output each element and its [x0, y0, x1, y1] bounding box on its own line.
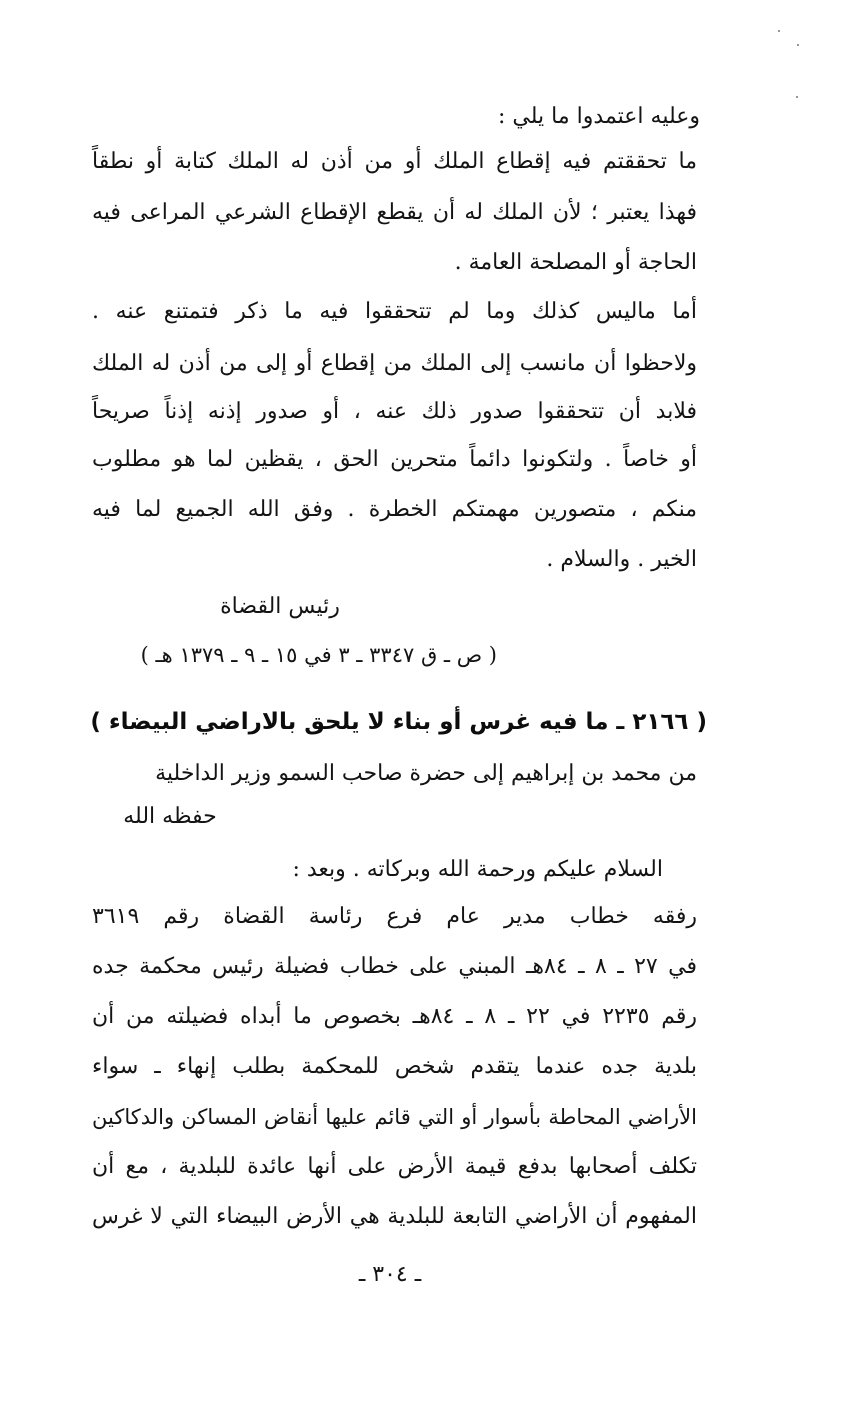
para2-line-1: أما ماليس كذلك وما لم تتحققوا فيه ما ذكر فتمتنع عنه . — [92, 299, 697, 324]
para2-line-3: فلابد أن تتحققوا صدور ذلك عنه ، أو صدور إذنه إذناً صريحاً — [92, 399, 697, 424]
body-line-2: في ٢٧ ـ ٨ ـ ٨٤هـ المبني على خطاب فضيلة رئيس محكمة جده — [92, 954, 697, 979]
para1-line-1: ما تحققتم فيه إقطاع الملك أو من أذن له الملك كتابة أو نطقاً — [92, 149, 697, 174]
scan-speck — [778, 30, 780, 32]
para2-line-6: الخير . والسلام . — [546, 547, 697, 572]
scan-speck — [797, 44, 799, 46]
scan-speck — [796, 96, 798, 98]
body-line-1: رفقه خطاب مدير عام فرع رئاسة القضاة رقم ٣٦١٩ — [92, 904, 697, 929]
para1-line-2: فهذا يعتبر ؛ لأن الملك له أن يقطع الإقطاع الشرعي المراعى فيه — [92, 200, 697, 225]
body-line-6: تكلف أصحابها بدفع قيمة الأرض على أنها عائدة للبلدية ، مع أن — [92, 1154, 697, 1179]
signature: رئيس القضاة — [220, 594, 340, 619]
para1-line-3: الحاجة أو المصلحة العامة . — [454, 250, 697, 275]
intro-line: وعليه اعتمدوا ما يلي : — [498, 104, 700, 129]
letter-blessing: حفظه الله — [123, 804, 217, 829]
section-heading: ( ٢١٦٦ ـ ما فيه غرس أو بناء لا يلحق بالاراضي البيضاء ) — [90, 709, 707, 735]
body-line-3: رقم ٢٢٣٥ في ٢٢ ـ ٨ ـ ٨٤هـ بخصوص ما أبداه فضيلته من أن — [92, 1004, 698, 1029]
greeting: السلام عليكم ورحمة الله وبركاته . وبعد : — [292, 857, 663, 882]
body-line-7: المفهوم أن الأراضي التابعة للبلدية هي الأرض البيضاء التي لا غرس — [92, 1204, 697, 1229]
para2-line-2: ولاحظوا أن مانسب إلى الملك من إقطاع أو إلى من أذن له الملك — [92, 351, 697, 376]
body-line-5: الأراضي المحاطة بأسوار أو التي قائم عليها أنقاض المساكن والدكاكين — [92, 1105, 697, 1129]
body-line-4: بلدية جده عندما يتقدم شخص للمحكمة بطلب إنهاء ـ سواء — [92, 1054, 697, 1079]
letter-from: من محمد بن إبراهيم إلى حضرة صاحب السمو وزير الداخلية — [155, 761, 697, 786]
para2-line-4: أو خاصاً . ولتكونوا دائماً متحرين الحق ، يقظين لما هو مطلوب — [92, 447, 697, 472]
page-number: ـ ٣٠٤ ـ — [358, 1262, 422, 1287]
reference-line: ( ص ـ ق ٣٣٤٧ ـ ٣ في ١٥ ـ ٩ ـ ١٣٧٩ هـ ) — [140, 643, 497, 667]
para2-line-5: منكم ، متصورين مهمتكم الخطرة . وفق الله الجميع لما فيه — [92, 497, 697, 522]
